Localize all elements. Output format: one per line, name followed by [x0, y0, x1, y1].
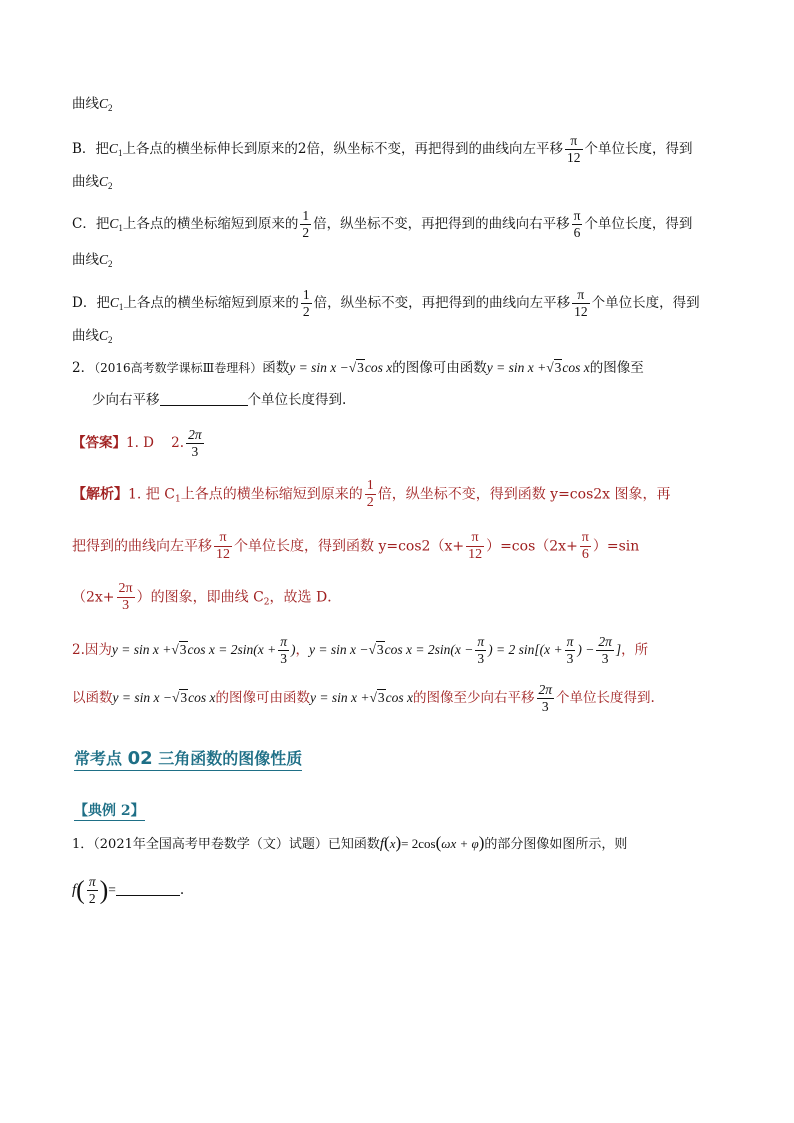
answer-blank [116, 895, 180, 896]
fraction: $\frac{1}{2}$ [302, 287, 310, 319]
q2-line1: 2．（2016高考数学课标Ⅲ卷理科）函数y = sin x −√3cos x的图像可由函数y = sin x +√3cos x的图像至 [72, 360, 644, 376]
fraction: $\frac{\pi}{12}$ [567, 133, 581, 165]
q1-option-b-tail: 曲线$C_2$ [72, 174, 113, 191]
analysis-part2-line2: 以函数y = sin x −√3cos x的图像可由函数y = sin x +√3cos x的图像至少向右平移 $\frac{2\pi}{3}$ 个单位长度得到. [72, 682, 655, 714]
q1-option-b: B．把$C_1$上各点的横坐标伸长到原来的2倍，纵坐标不变，再把得到的曲线向左平移 $\frac{\pi}{12}$ 个单位长度，得到 [72, 133, 693, 165]
analysis-line3: （2x+ $\frac{2\pi}{3}$ ）的图象，即曲线 $C_2$，故选 D． [72, 581, 342, 613]
fraction: $\frac{\pi}{12}$ [574, 287, 588, 319]
example-label: 【典例 2】 [74, 800, 145, 821]
q1-option-c-tail: 曲线$C_2$ [72, 252, 113, 269]
analysis-line2: 把得到的曲线向左平移 $\frac{\pi}{12}$ 个单位长度，得到函数 y=cos2（x+ $\frac{\pi}{12}$ ）=cos（2x+ $\frac{\pi}{6}$ ）=sin [72, 530, 640, 562]
analysis-part2-line1: 2.因为y = sin x +√3cos x = 2sin(x + $\frac{\pi}{3}$ )，y = sin x −√3cos x = 2sin(x − $\frac{\pi}{3}$ ) = 2 sin[(x + $\frac{\pi}{3}$ ) − $\frac{2\pi}{3}$ ]，所 [72, 634, 649, 666]
q3-line2: f( $\frac{\pi}{2}$ )= . [72, 874, 185, 906]
answer-line: 【答案】1. D 2. $\frac{2\pi}{3}$ [72, 427, 202, 459]
q1-option-d: D．把$C_1$上各点的横坐标缩短到原来的 $\frac{1}{2}$ 倍，纵坐标不变，再把得到的曲线向左平移 $\frac{\pi}{12}$ 个单位长度，得到 [72, 287, 700, 319]
q1-option-d-tail: 曲线$C_2$ [72, 328, 113, 345]
fraction: $\frac{\pi}{6}$ [573, 208, 581, 240]
q3-line1: 1．（2021年全国高考甲卷数学（文）试题）已知函数f(x)= 2cos(ωx + φ)的部分图像如图所示，则 [72, 833, 628, 852]
q1-option-a-tail: 曲线$C_2$ [72, 96, 113, 113]
analysis-line1: 【解析】1. 把 $C_1$上各点的横坐标缩短到原来的 $\frac{1}{2}$ 倍，纵坐标不变，得到函数 y=cos2x 图象，再 [72, 478, 671, 510]
answer-blank [160, 405, 248, 406]
q1-option-c: C．把$C_1$上各点的横坐标缩短到原来的 $\frac{1}{2}$ 倍，纵坐标不变，再把得到的曲线向右平移 $\frac{\pi}{6}$ 个单位长度，得到 [72, 208, 693, 240]
section-heading: 常考点 02 三角函数的图像性质 [74, 748, 303, 769]
fraction: $\frac{1}{2}$ [302, 208, 310, 240]
q2-line2: 少向右平移 个单位长度得到. [92, 392, 347, 408]
